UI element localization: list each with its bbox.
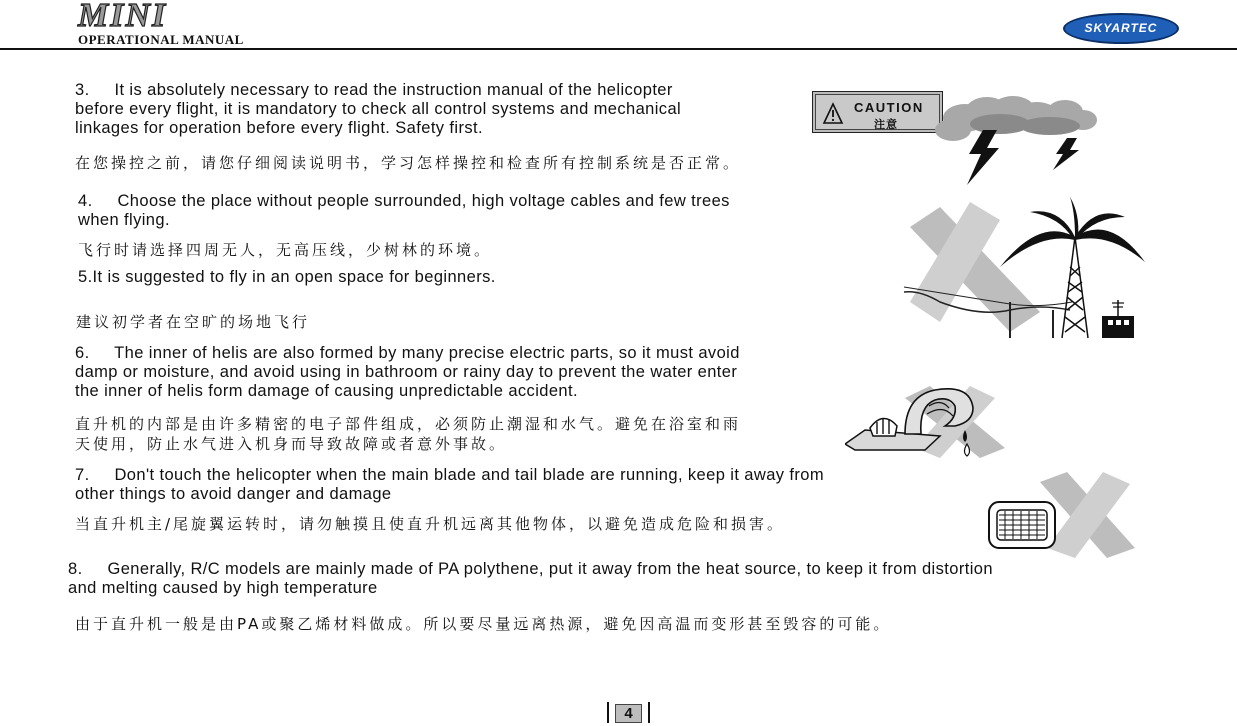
section-4-line-2: when flying.	[78, 211, 170, 229]
caution-subtitle: 注意	[874, 118, 898, 131]
section-6-line-1: 6. The inner of helis are also formed by many precise electric parts, so it must avoid	[75, 344, 740, 362]
section-6-cn-line-1: 直升机的内部是由许多精密的电子部件组成，必须防止潮湿和水气。避免在浴室和雨	[75, 415, 742, 433]
section-8-english	[68, 560, 993, 598]
warning-triangle-icon	[822, 101, 844, 127]
section-7-cn-line-1: 当直升机主/尾旋翼运转时，请勿触摸且使直升机远离其他物体，以避免造成危险和损害。	[75, 515, 786, 533]
section-8-chinese	[75, 614, 891, 634]
section-7-english	[75, 466, 824, 504]
section-4-cn-line-1: 飞行时请选择四周无人，无高压线，少树林的环境。	[78, 241, 493, 259]
section-3-cn-line-1: 在您操控之前，请您仔细阅读说明书，学习怎样操控和检查所有控制系统是否正常。	[75, 154, 742, 172]
section-3-line-1: 3. It is absolutely necessary to read the instruction manual of the helicopter	[75, 81, 673, 99]
section-6-chinese	[75, 414, 741, 454]
brand-title: MINI	[78, 0, 168, 34]
section-6-cn-line-2: 天使用，防止水气进入机身而导致故障或者意外事故。	[75, 435, 508, 453]
prohibited-x-icon	[910, 202, 1040, 332]
section-4-chinese	[78, 240, 492, 260]
section-4-line-1: 4. Choose the place without people surrounded, high voltage cables and few trees	[78, 192, 730, 210]
skyartec-logo	[1063, 13, 1179, 44]
caution-box	[812, 91, 943, 133]
section-6-line-2: damp or moisture, and avoid using in bathroom or rainy day to prevent the water enter	[75, 363, 738, 381]
logo-text: SKYARTEC	[1084, 21, 1158, 35]
section-3-chinese	[75, 153, 741, 173]
section-6-english	[75, 344, 740, 401]
storm-cloud-lightning-icon	[925, 90, 1100, 190]
caution-title: CAUTION	[854, 100, 924, 115]
section-7-chinese	[75, 514, 785, 534]
heater-icon	[985, 470, 1145, 560]
page-number: 4	[615, 704, 642, 723]
manual-subtitle: OPERATIONAL MANUAL	[78, 32, 244, 47]
section-5-line-1: 5.It is suggested to fly in an open space for beginners.	[78, 268, 496, 286]
section-7-line-1: 7. Don't touch the helicopter when the main blade and tail blade are running, keep it away from	[75, 466, 825, 484]
section-5-english	[78, 268, 496, 287]
section-6-line-3: the inner of helis form damage of causing unpredictable accident.	[75, 382, 578, 400]
section-4-english	[78, 192, 730, 230]
section-3-line-2: before every flight, it is mandatory to check all control systems and mechanical	[75, 100, 682, 118]
section-3-line-3: linkages for operation before every flight. Safety first.	[75, 119, 483, 137]
header-divider	[0, 48, 1237, 50]
section-7-line-2: other things to avoid danger and damage	[75, 485, 392, 503]
section-5-chinese	[76, 312, 310, 332]
section-8-cn-line-1: 由于直升机一般是由PA或聚乙烯材料做成。所以要尽量远离热源，避免因高温而变形甚至毁容的可能。	[75, 615, 892, 633]
section-5-cn-line-1: 建议初学者在空旷的场地飞行	[76, 313, 311, 331]
section-3-english	[75, 81, 681, 138]
section-8-line-2: and melting caused by high temperature	[68, 579, 378, 597]
faucet-water-icon	[845, 378, 1020, 458]
section-8-line-1: 8. Generally, R/C models are mainly made of PA polythene, put it away from the heat source, to keep it from distortion	[68, 560, 993, 578]
page-number-box	[607, 702, 650, 723]
power-tower-palm-icon	[900, 192, 1150, 342]
